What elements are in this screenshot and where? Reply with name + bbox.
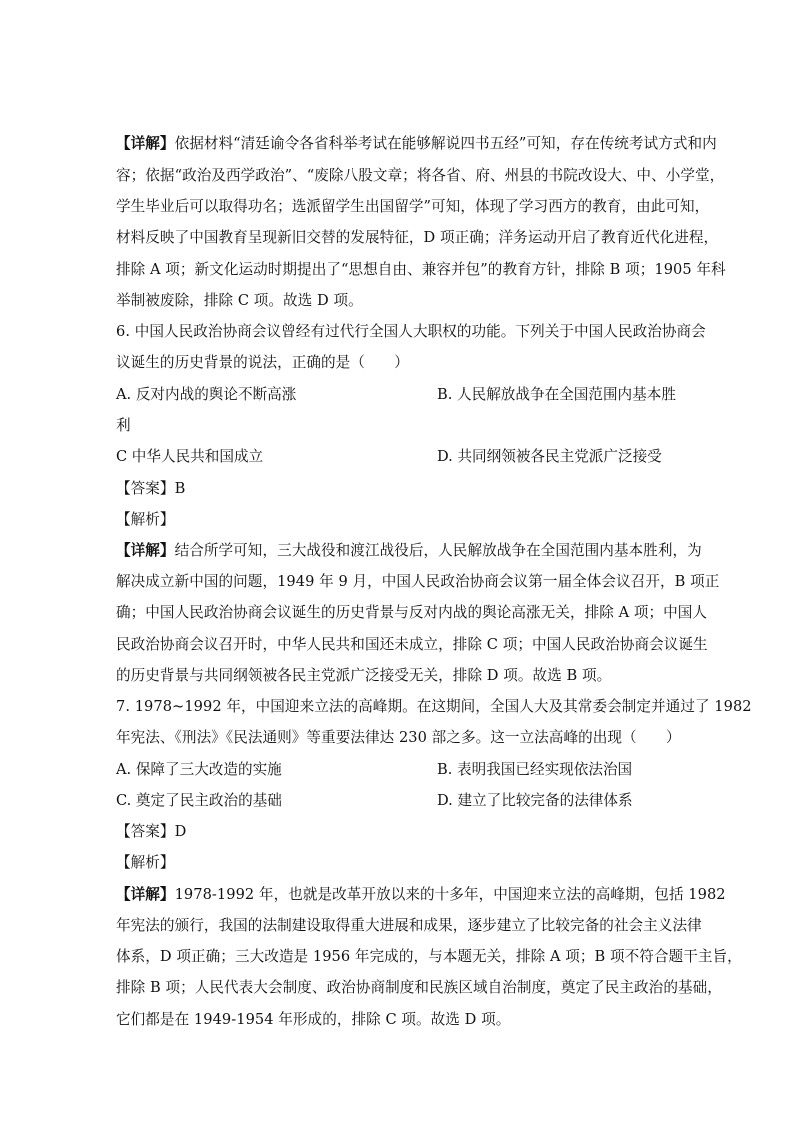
q7-detail-line-3: 体系，D 项正确；三大改造是 1956 年完成的，与本题无关，排除 A 项；B 项不符合题干主旨， [116,948,742,965]
q5-detail-line-2: 容；依据“政治及西学政治”、“废除八股文章；将各省、府、州县的书院改设大、中、小学堂， [116,167,725,184]
q6-detail-line-2: 解决成立新中国的问题，1949 年 9 月，中国人民政治协商会议第一届全体会议召开，B 项正 [116,573,720,590]
q6-detail-line-3: 确；中国人民政治协商会议诞生的历史背景与反对内战的舆论高涨无关，排除 A 项；中国人 [116,604,708,621]
q7-stem-line-1: 7. 1978~1992 年，中国迎来立法的高峰期。在这期间，全国人大及其常委会制定并通过了 1982 [116,698,752,715]
q7-answer: 【答案】D [116,823,187,840]
q6-stem-line-1: 6. 中国人民政治协商会议曾经有过代行全国人大职权的功能。下列关于中国人民政治协商会 [116,323,706,340]
q7-detail-line-4: 排除 B 项；人民代表大会制度、政治协商制度和民族区域自治制度，奠定了民主政治的基础， [116,979,722,996]
q5-detail-line-1: 【详解】依据材料“清廷谕令各省科举考试在能够解说四书五经”可知，存在传统考试方式和内 [116,135,717,152]
q7-detail-line-5: 它们都是在 1949-1954 年形成的，排除 C 项。故选 D 项。 [116,1011,511,1028]
q5-detail-line-5: 排除 A 项；新文化运动时期提出了“思想自由、兼容并包”的教育方针，排除 B 项；1905 年科 [116,261,726,278]
q6-analysis-label: 【解析】 [116,511,175,528]
q6-detail-line-5: 的历史背景与共同纲领被各民主党派广泛接受无关，排除 D 项。故选 B 项。 [116,667,612,684]
q7-detail-line-2: 年宪法的颁行，我国的法制建设取得重大进展和成果，逐步建立了比较完备的社会主义法律 [116,917,702,934]
q6-option-b-continued: 利 [116,417,131,434]
q7-option-a: A. 保障了三大改造的实施 [116,761,282,778]
detail-tag: 【详解】 [116,542,175,559]
q6-option-c: C 中华人民共和国成立 [116,448,264,465]
q7-option-d: D. 建立了比较完备的法律体系 [437,792,633,809]
detail-tag: 【详解】 [116,886,175,903]
q6-detail-line-4: 民政治协商会议召开时，中华人民共和国还未成立，排除 C 项；中国人民政治协商会议诞生 [116,636,708,653]
detail-tag: 【详解】 [116,135,175,152]
q7-stem-line-2: 年宪法、《刑法》《民法通则》等重要法律达 230 部之多。这一立法高峰的出现（ ） [116,729,681,746]
q7-detail-line-1: 【详解】1978-1992 年，也就是改革开放以来的十多年，中国迎来立法的高峰期，包括 1982 [116,886,726,903]
q6-option-a: A. 反对内战的舆论不断高涨 [116,386,297,403]
q6-answer: 【答案】B [116,480,186,497]
q5-detail-line-3: 学生毕业后可以取得功名；选派留学生出国留学”可知，体现了学习西方的教育，由此可知， [116,198,710,215]
q6-option-d: D. 共同纲领被各民主党派广泛接受 [437,448,662,465]
q5-detail-line-4: 材料反映了中国教育呈现新旧交替的发展特征，D 项正确；洋务运动开启了教育近代化进程， [116,229,719,246]
q6-detail-line-1: 【详解】结合所学可知，三大战役和渡江战役后，人民解放战争在全国范围内基本胜利，为 [116,542,702,559]
q7-option-b: B. 表明我国已经实现依法治国 [437,761,633,778]
q6-option-b: B. 人民解放战争在全国范围内基本胜 [437,386,676,403]
q7-analysis-label: 【解析】 [116,854,175,871]
q7-option-c: C. 奠定了民主政治的基础 [116,792,282,809]
q5-detail-line-6: 举制被废除，排除 C 项。故选 D 项。 [116,292,363,309]
q6-stem-line-2: 议诞生的历史背景的说法，正确的是（ ） [116,354,409,371]
